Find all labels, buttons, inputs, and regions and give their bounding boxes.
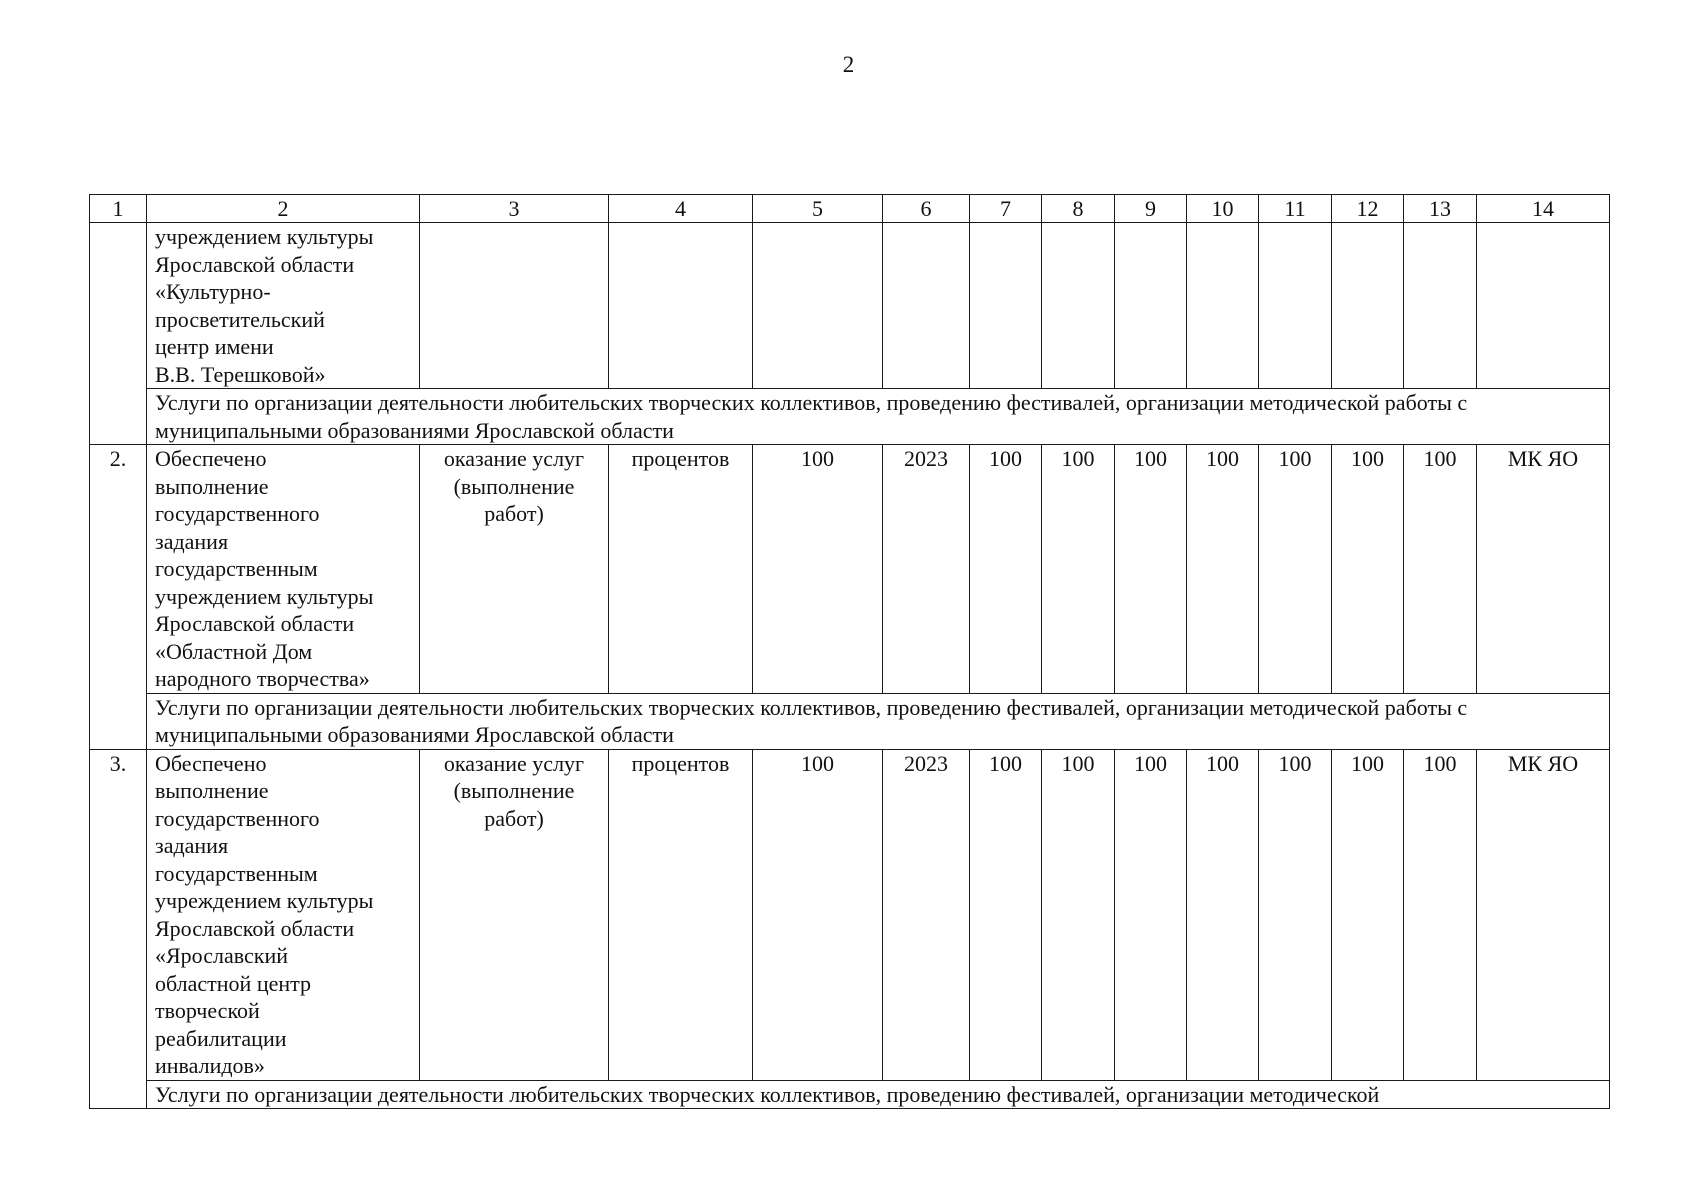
services-row [90, 389, 1610, 445]
name-line: В.В. Терешковой» [155, 361, 326, 387]
name-line: государственного [155, 501, 320, 526]
empty-cell [1404, 223, 1477, 389]
name-line: областной центр [155, 970, 312, 996]
type-line: (выполнение [453, 778, 575, 803]
column-header: 6 [883, 195, 970, 223]
services-row [90, 693, 1610, 749]
empty-cell [1259, 223, 1332, 389]
table-row [90, 445, 1610, 694]
column-header: 13 [1404, 195, 1477, 223]
empty-cell [970, 223, 1042, 389]
name-line: инвалидов» [155, 1053, 265, 1078]
column-header: 5 [753, 195, 883, 223]
column-header: 12 [1332, 195, 1404, 223]
name-line: центр имени [155, 334, 274, 359]
name-line: народного творчества» [155, 666, 370, 691]
base-value-cell: 100 [753, 445, 883, 694]
column-header: 4 [609, 195, 753, 223]
value-cell: 100 [1332, 749, 1404, 1080]
services-description: Услуги по организации деятельности любительских творческих коллективов, проведению фестивалей, организации методической [147, 1080, 1610, 1109]
empty-cell [609, 223, 753, 389]
name-line: творческой [155, 998, 260, 1023]
name-line: Ярославской области [155, 915, 355, 941]
name-line: выполнение [155, 778, 269, 803]
name-line: Обеспечено [155, 446, 267, 471]
value-cell: 100 [1042, 749, 1115, 1080]
value-cell: 100 [1115, 445, 1187, 694]
value-cell: 100 [1115, 749, 1187, 1080]
type-line: оказание услуг [443, 446, 585, 471]
empty-cell [1187, 223, 1259, 389]
column-header: 1 [90, 195, 147, 223]
name-line: просветительский [155, 306, 325, 332]
name-line: государственного [155, 805, 320, 831]
value-cell: 100 [1404, 445, 1477, 694]
indicators-table [89, 194, 1610, 1109]
services-row [90, 1080, 1610, 1109]
column-header: 7 [970, 195, 1042, 223]
responsible-cell: МК ЯО [1477, 445, 1610, 694]
name-line: «Областной Дом [155, 638, 313, 664]
column-header: 10 [1187, 195, 1259, 223]
column-header: 2 [147, 195, 420, 223]
value-cell: 100 [1187, 749, 1259, 1080]
empty-cell [1477, 223, 1610, 389]
name-line: «Ярославский [155, 943, 288, 968]
base-year-cell: 2023 [883, 445, 970, 694]
services-description: Услуги по организации деятельности любительских творческих коллективов, проведению фестивалей, организации методической работы с муниципальными образованиями Ярославской области [147, 693, 1610, 749]
row-number-cell [90, 223, 147, 445]
services-description: Услуги по организации деятельности любительских творческих коллективов, проведению фестивалей, организации методической работы с муниципальными образованиями Ярославской области [147, 389, 1610, 445]
responsible-cell: МК ЯО [1477, 749, 1610, 1080]
value-cell: 100 [1259, 749, 1332, 1080]
name-line: Ярославской области [155, 251, 355, 277]
value-cell: 100 [970, 445, 1042, 694]
value-cell: 100 [1404, 749, 1477, 1080]
indicator-name-cell [147, 445, 420, 694]
type-line: оказание услуг [443, 750, 585, 776]
name-line: реабилитации [155, 1025, 287, 1051]
name-line: государственным [155, 860, 318, 886]
column-header: 14 [1477, 195, 1610, 223]
empty-cell [1332, 223, 1404, 389]
name-line: государственным [155, 556, 318, 581]
table-row [90, 223, 1610, 389]
name-line: задания [155, 528, 229, 554]
row-number: 3. [90, 749, 147, 1109]
type-line: работ) [484, 805, 544, 831]
table-row [90, 749, 1610, 1080]
column-header: 11 [1259, 195, 1332, 223]
name-line: учреждением культуры [155, 888, 374, 913]
page-number: 2 [842, 52, 855, 77]
indicator-type-cell [420, 749, 609, 1080]
base-value-cell: 100 [753, 749, 883, 1080]
unit-cell: процентов [609, 445, 753, 694]
value-cell: 100 [1332, 445, 1404, 694]
empty-cell [1115, 223, 1187, 389]
type-line: работ) [484, 501, 544, 526]
value-cell: 100 [970, 749, 1042, 1080]
type-line: (выполнение [453, 473, 575, 499]
name-line: «Культурно- [155, 279, 271, 304]
column-header: 3 [420, 195, 609, 223]
base-year-cell: 2023 [883, 749, 970, 1080]
unit-cell: процентов [609, 749, 753, 1080]
column-header: 8 [1042, 195, 1115, 223]
column-number-row [90, 195, 1610, 223]
name-line: задания [155, 833, 229, 858]
indicator-name-cell [147, 223, 420, 389]
value-cell: 100 [1042, 445, 1115, 694]
name-line: учреждением культуры [155, 224, 374, 249]
empty-cell [1042, 223, 1115, 389]
indicator-name-cell [147, 749, 420, 1080]
value-cell: 100 [1187, 445, 1259, 694]
value-cell: 100 [1259, 445, 1332, 694]
name-line: Ярославской области [155, 611, 355, 636]
name-line: Обеспечено [155, 750, 267, 776]
empty-cell [753, 223, 883, 389]
row-number: 2. [90, 445, 147, 750]
empty-cell [420, 223, 609, 389]
name-line: выполнение [155, 473, 269, 499]
column-header: 9 [1115, 195, 1187, 223]
indicator-type-cell [420, 445, 609, 694]
name-line: учреждением культуры [155, 583, 374, 609]
empty-cell [883, 223, 970, 389]
